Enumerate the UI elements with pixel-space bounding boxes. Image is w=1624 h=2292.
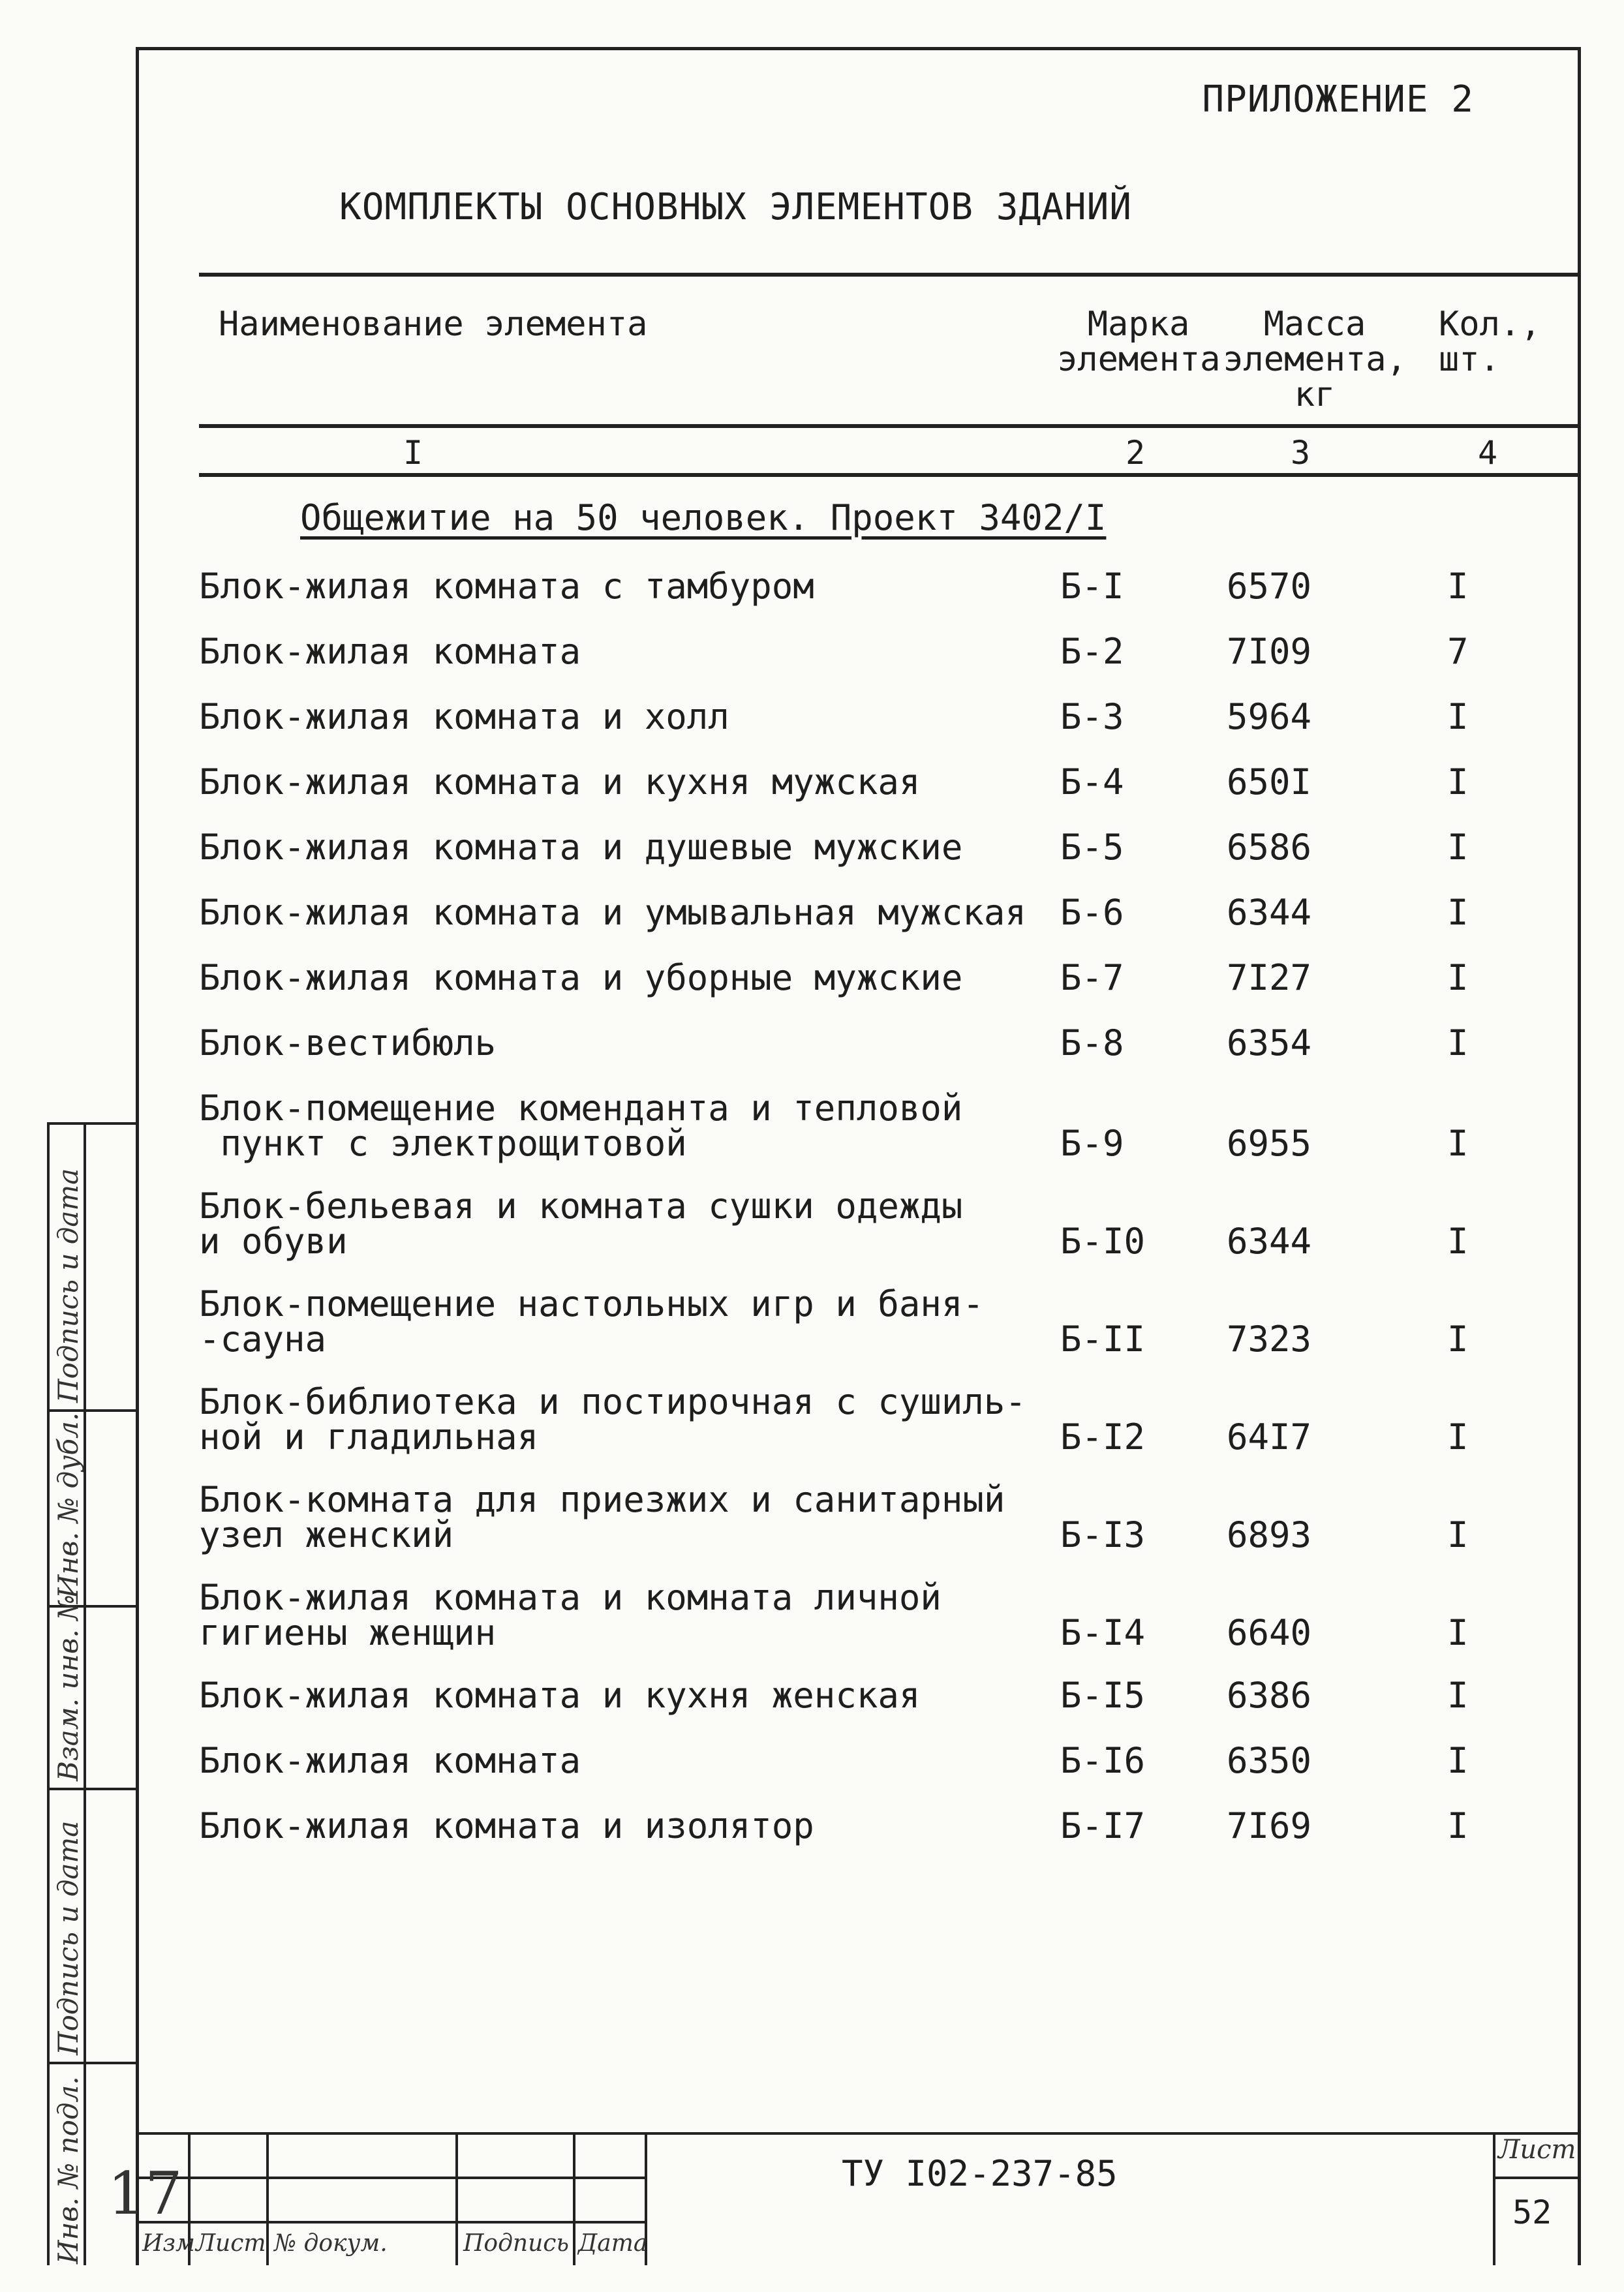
caption-doc-number: № докум. (274, 2230, 388, 2257)
margin-label-replacement-inv: Взам. инв. № (52, 1595, 84, 1781)
section-title: Общежитие на 50 человек. Проект 3402/I (300, 497, 1107, 538)
margin-label-inv-duplicate: Инв. № дубл. (52, 1412, 84, 1598)
header-mass: Масса элемента, кг (1223, 305, 1407, 414)
margin-label-signature-date-2: Подпись и дата (52, 1168, 84, 1403)
table-top-rule (199, 273, 1581, 277)
handwritten-number: 17 (108, 2160, 183, 2228)
page-title: КОМПЛЕКТЫ ОСНОВНЫХ ЭЛЕМЕНТОВ ЗДАНИЙ (339, 186, 1133, 228)
caption-date: Дата (578, 2230, 648, 2257)
col-number-2: 2 (1126, 434, 1146, 472)
numbers-bottom-rule (199, 473, 1581, 477)
appendix-label: ПРИЛОЖЕНИЕ 2 (1202, 78, 1474, 121)
margin-label-inv-original: Инв. № подл. (52, 2076, 84, 2264)
caption-change: Изм (142, 2230, 195, 2257)
margin-label-signature-date-1: Подпись и дата (52, 1820, 84, 2055)
sheet-label: Лист (1498, 2135, 1576, 2165)
header-name: Наименование элемента (219, 305, 648, 344)
col-number-3: 3 (1291, 434, 1311, 472)
caption-signature: Подпись (463, 2230, 570, 2257)
header-bottom-rule (199, 424, 1581, 428)
col-number-1: I (403, 434, 423, 472)
header-mark: Марка элемента (1057, 305, 1221, 379)
caption-sheet: Лист (196, 2230, 266, 2257)
header-qty: Кол., шт. (1439, 305, 1541, 379)
document-code: ТУ I02-237-85 (842, 2153, 1118, 2194)
sheet-number: 52 (1512, 2193, 1552, 2231)
col-number-4: 4 (1478, 434, 1498, 472)
